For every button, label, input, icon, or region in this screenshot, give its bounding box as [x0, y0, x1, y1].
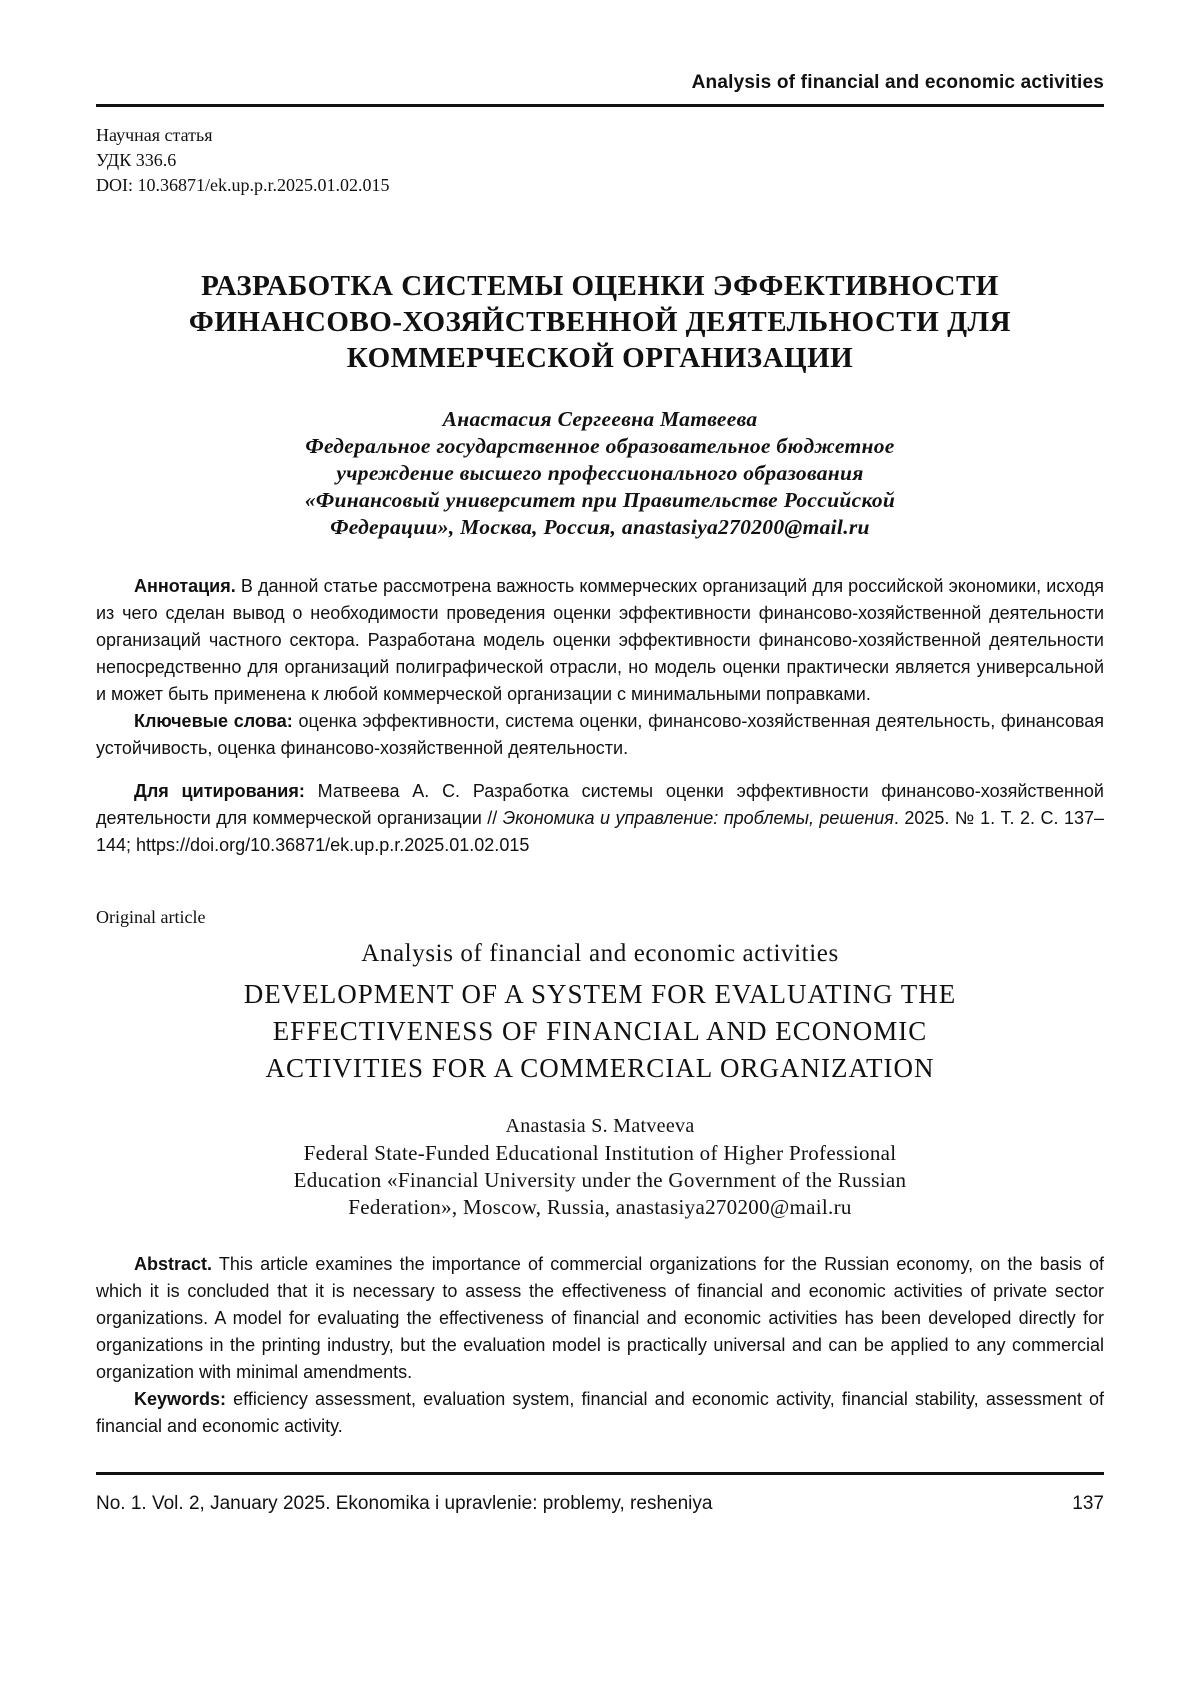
- author-name-ru: Анастасия Сергеевна Матвеева: [442, 407, 758, 431]
- author-block-ru: [96, 406, 1104, 541]
- affiliation-ru-line: «Финансовый университет при Правительстве Российской: [304, 488, 896, 512]
- keywords-en: [96, 1386, 1104, 1440]
- affiliation-ru-line: Федеральное государственное образовательное бюджетное: [305, 434, 895, 458]
- title-en-line: EFFECTIVENESS OF FINANCIAL AND ECONOMIC: [272, 1016, 928, 1046]
- abstract-text-en: This article examines the importance of commercial organizations for the Russian economy, on the basis of which it is concluded that it is necessary to assess the effectiveness of financial and economic activities of private sector organizations. A model for evaluating the effectiveness of financial and economic activities has been developed directly for organizations in the printing industry, but the evaluation model is practically universal and can be applied to any commercial organization with minimal amendments.: [96, 1254, 1104, 1382]
- title-ru-line: КОММЕРЧЕСКОЙ ОРГАНИЗАЦИИ: [346, 342, 854, 374]
- article-type-ru: Научная статья: [96, 125, 213, 145]
- abstract-en: [96, 1251, 1104, 1386]
- header-rule: [96, 104, 1104, 107]
- abstract-section-en: [96, 1251, 1104, 1440]
- citation-text-ru: Матвеева А. С. Разработка системы оценки эффективности финансово-хозяйственной деятельности для коммерческой организации //: [96, 781, 1104, 828]
- citation-text-ru-tail: . 2025. № 1. Т. 2. С. 137–144; https://doi.org/10.36871/ek.up.p.r.2025.01.02.015: [96, 808, 1104, 855]
- title-en-line: DEVELOPMENT OF A SYSTEM FOR EVALUATING THE: [243, 979, 957, 1009]
- page-number: 137: [1072, 1493, 1104, 1514]
- affiliation-en-line: Education «Financial University under the Government of the Russian: [293, 1168, 907, 1192]
- keywords-ru: [96, 708, 1104, 762]
- section-title-en: Analysis of financial and economic activities: [361, 940, 839, 967]
- keywords-text-en: efficiency assessment, evaluation system, financial and economic activity, financial stability, assessment of financial and economic activity.: [96, 1389, 1104, 1436]
- citation-ru: [96, 778, 1104, 859]
- footer-rule: [96, 1472, 1104, 1475]
- keywords-text-ru: оценка эффективности, система оценки, финансово-хозяйственная деятельность, финансовая устойчивость, оценка финансово-хозяйственной деятельности.: [96, 711, 1104, 758]
- abstract-label-en: Abstract.: [134, 1254, 213, 1274]
- affiliation-ru-line: учреждение высшего профессионального образования: [336, 461, 864, 485]
- udk-number: УДК 336.6: [96, 150, 177, 170]
- footer-journal-info: No. 1. Vol. 2, January 2025. Ekonomika i upravlenie: problemy, resheniya: [96, 1493, 713, 1514]
- footer-row: [96, 1493, 1104, 1515]
- abstract-section-ru: [96, 573, 1104, 859]
- abstract-ru: [96, 573, 1104, 708]
- affiliation-en-line: Federal State-Funded Educational Institution of Higher Professional: [303, 1141, 897, 1165]
- article-meta: [96, 123, 1104, 198]
- keywords-label-ru: Ключевые слова:: [134, 711, 293, 731]
- title-ru-line: ФИНАНСОВО-ХОЗЯЙСТВЕННОЙ ДЕЯТЕЛЬНОСТИ ДЛЯ: [188, 306, 1012, 338]
- affiliation-en-line: Federation», Moscow, Russia, anastasiya270200@mail.ru: [348, 1195, 852, 1219]
- title-en-line: ACTIVITIES FOR A COMMERCIAL ORGANIZATION: [265, 1053, 935, 1083]
- title-ru-line: РАЗРАБОТКА СИСТЕМЫ ОЦЕНКИ ЭФФЕКТИВНОСТИ: [201, 270, 999, 302]
- author-block-en: [96, 1113, 1104, 1221]
- doi-number: DOI: 10.36871/ek.up.p.r.2025.01.02.015: [96, 175, 390, 195]
- running-head: Analysis of financial and economic activities: [691, 72, 1104, 93]
- author-name-en: Anastasia S. Matveeva: [505, 1115, 695, 1137]
- page-footer: [96, 1472, 1104, 1515]
- keywords-label-en: Keywords:: [134, 1389, 227, 1409]
- title-ru: [96, 268, 1104, 376]
- affiliation-ru-line: Федерации», Москва, Россия, anastasiya270200@mail.ru: [330, 515, 870, 539]
- citation-journal-name: Экономика и управление: проблемы, решения: [502, 808, 894, 828]
- abstract-label-ru: Аннотация.: [134, 576, 236, 596]
- citation-label-ru: Для цитирования:: [134, 781, 305, 801]
- article-type-en: Original article: [96, 907, 206, 927]
- abstract-text-ru: В данной статье рассмотрена важность коммерческих организаций для российской экономики, исходя из чего сделан вывод о необходимости проведения оценки эффективности финансово-хозяйственной деятельности организаций частного сектора. Разработана модель оценки эффективности финансово-хозяйственной деятельности непосредственно для организаций полиграфической отрасли, но модель оценки практически является универсальной и может быть применена к любой коммерческой организации с минимальными поправками.: [96, 576, 1104, 704]
- title-en: [96, 976, 1104, 1087]
